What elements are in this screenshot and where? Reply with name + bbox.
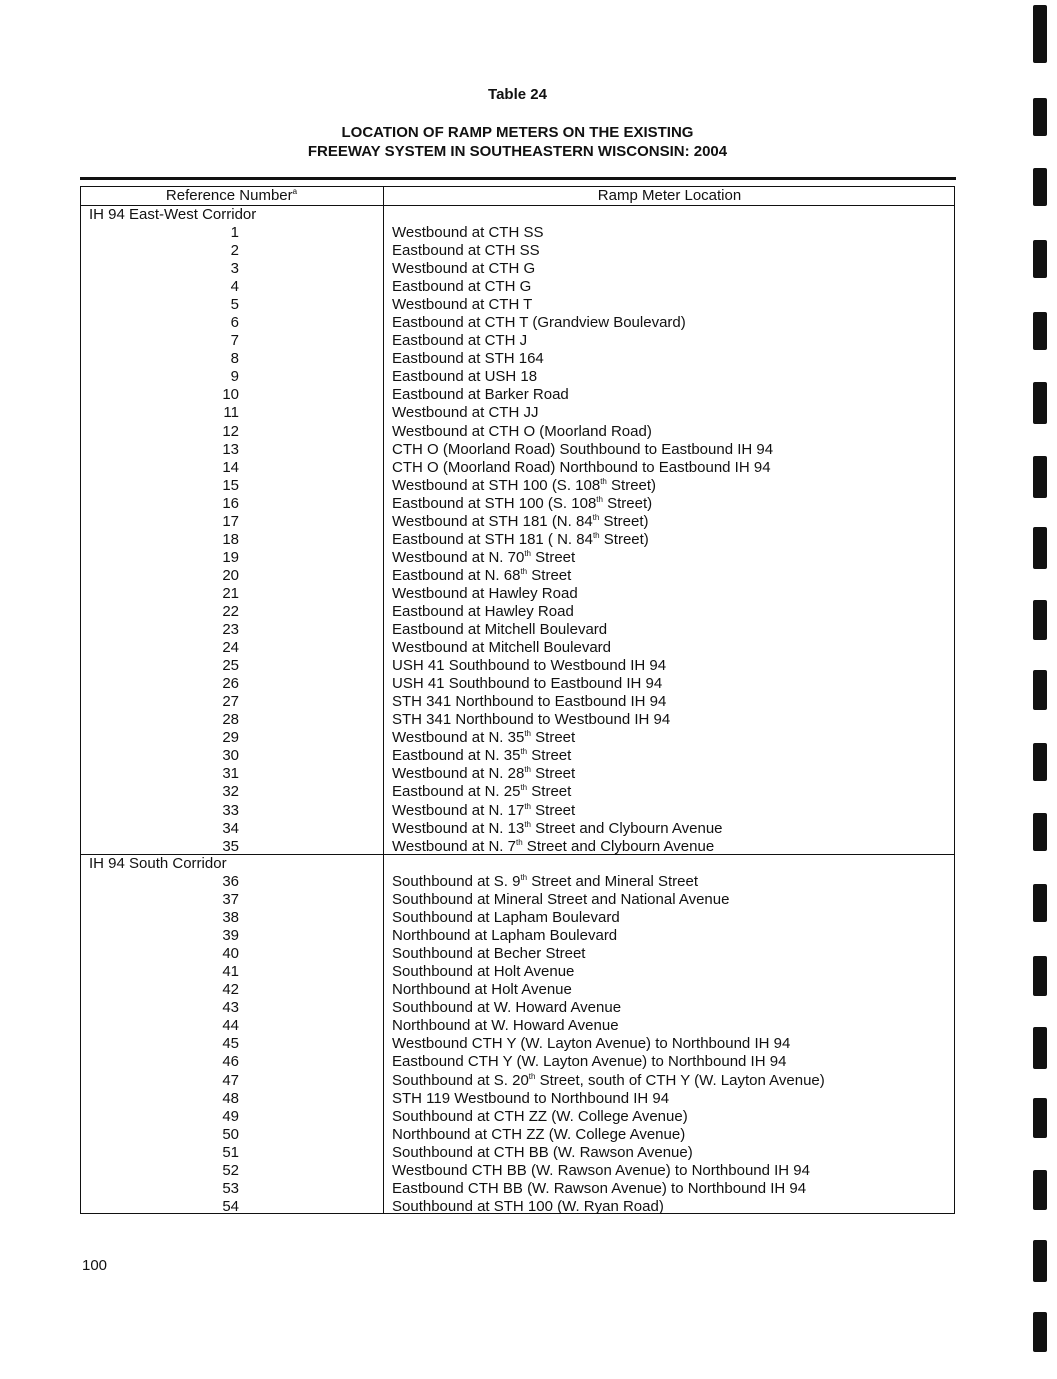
location-text-continued: Street) bbox=[602, 494, 653, 512]
reference-number: 51 bbox=[222, 1143, 239, 1161]
location-text-continued: Street) bbox=[606, 476, 657, 494]
ramp-meter-location bbox=[392, 1053, 786, 1071]
ramp-meter-location bbox=[392, 477, 656, 495]
scan-edge-bar bbox=[1033, 1312, 1047, 1352]
table-row bbox=[80, 945, 955, 963]
location-text-continued: Street bbox=[530, 729, 576, 747]
table-row bbox=[80, 260, 955, 278]
ramp-meter-location bbox=[392, 296, 532, 314]
table-row bbox=[80, 747, 955, 765]
table-row bbox=[80, 513, 955, 531]
location-text: Southbound at S. 9 bbox=[392, 873, 521, 890]
footnote-marker: a bbox=[292, 187, 298, 196]
table-row bbox=[80, 1162, 955, 1180]
scan-edge-bar bbox=[1033, 1240, 1047, 1282]
reference-number: 1 bbox=[230, 224, 239, 241]
reference-number: 37 bbox=[222, 891, 239, 909]
reference-number: 21 bbox=[222, 584, 239, 602]
location-text: Westbound CTH BB (W. Rawson Avenue) to Northbound IH 94 bbox=[392, 1161, 810, 1179]
reference-number: 17 bbox=[222, 512, 239, 530]
ramp-meter-location bbox=[392, 1090, 669, 1108]
location-text-continued: Street) bbox=[599, 512, 649, 530]
ramp-meter-location bbox=[392, 1144, 693, 1162]
table-caption bbox=[0, 123, 1035, 161]
ramp-meter-location bbox=[392, 441, 773, 459]
table-row bbox=[80, 693, 955, 711]
ramp-meter-location bbox=[392, 1180, 806, 1198]
reference-number: 27 bbox=[222, 693, 239, 711]
location-text-continued: Street bbox=[530, 765, 576, 783]
ramp-meter-location bbox=[392, 783, 571, 801]
location-text: CTH O (Moorland Road) Southbound to Eastbound IH 94 bbox=[392, 440, 774, 458]
reference-number: 46 bbox=[222, 1053, 239, 1071]
scan-edge-bar bbox=[1033, 1027, 1047, 1069]
section-rows-east-west bbox=[80, 224, 955, 856]
scan-edge-bar bbox=[1033, 884, 1047, 922]
reference-number: 44 bbox=[222, 1017, 239, 1035]
ramp-meter-location bbox=[392, 909, 620, 927]
scan-edge-bar bbox=[1033, 312, 1047, 350]
reference-number: 25 bbox=[222, 657, 239, 675]
table-row bbox=[80, 1144, 955, 1162]
reference-number: 42 bbox=[222, 981, 239, 999]
ramp-meter-location bbox=[392, 1017, 619, 1035]
scan-edge-bar bbox=[1033, 240, 1047, 278]
location-text: Eastbound CTH Y (W. Layton Avenue) to Northbound IH 94 bbox=[392, 1053, 787, 1071]
table-row bbox=[80, 711, 955, 729]
location-text-continued: Street bbox=[527, 783, 572, 801]
location-text: Westbound at N. 28 bbox=[392, 765, 525, 783]
location-text: Westbound at Hawley Road bbox=[392, 584, 578, 602]
reference-number: 41 bbox=[222, 963, 239, 981]
ordinal-suffix: th bbox=[524, 765, 531, 775]
location-text: Northbound at Lapham Boulevard bbox=[392, 927, 618, 945]
location-text: Eastbound at STH 100 (S. 108 bbox=[392, 494, 597, 512]
section-label-south: IH 94 South Corridor bbox=[89, 855, 227, 872]
ramp-meter-location bbox=[392, 1162, 810, 1180]
location-text: Westbound at N. 17 bbox=[392, 801, 525, 819]
ordinal-suffix: th bbox=[592, 530, 600, 540]
location-text: Westbound at N. 7 bbox=[392, 837, 516, 855]
ordinal-suffix: th bbox=[520, 566, 528, 576]
location-text: Eastbound at CTH SS bbox=[392, 242, 540, 260]
reference-number: 39 bbox=[222, 927, 239, 945]
table-row bbox=[80, 441, 955, 459]
ramp-meter-location bbox=[392, 873, 698, 891]
reference-number: 7 bbox=[230, 332, 239, 350]
reference-number: 31 bbox=[222, 765, 239, 783]
reference-number: 13 bbox=[222, 440, 239, 458]
reference-number: 24 bbox=[222, 639, 239, 657]
table-row bbox=[80, 891, 955, 909]
table-row bbox=[80, 531, 955, 549]
reference-number: 18 bbox=[222, 530, 239, 548]
table-row bbox=[80, 1198, 955, 1216]
location-text: Southbound at CTH BB (W. Rawson Avenue) bbox=[392, 1143, 693, 1161]
header-reference-number: Reference Number$^a$ bbox=[165, 187, 298, 204]
ramp-meter-location bbox=[392, 531, 649, 549]
ordinal-suffix: th bbox=[524, 819, 531, 829]
location-text: Eastbound at Mitchell Boulevard bbox=[392, 621, 608, 639]
table-row bbox=[80, 783, 955, 801]
reference-number: 10 bbox=[222, 386, 239, 404]
ramp-meter-location bbox=[392, 459, 771, 477]
location-text: Southbound at Mineral Street and National Avenue bbox=[392, 891, 730, 909]
location-text: CTH O (Moorland Road) Northbound to Eastbound IH 94 bbox=[392, 458, 771, 476]
reference-number: 28 bbox=[222, 711, 239, 729]
table-row bbox=[80, 820, 955, 838]
table-row bbox=[80, 1090, 955, 1108]
ramp-meter-location bbox=[392, 242, 540, 260]
location-text: Eastbound at CTH G bbox=[392, 278, 532, 296]
table-row bbox=[80, 675, 955, 693]
ramp-meter-location bbox=[392, 1126, 685, 1144]
table-row bbox=[80, 657, 955, 675]
table-row bbox=[80, 1017, 955, 1035]
ramp-meter-location bbox=[392, 693, 666, 711]
ramp-meter-location bbox=[392, 981, 572, 999]
ramp-meter-location bbox=[392, 423, 652, 441]
reference-number: 20 bbox=[222, 566, 239, 584]
location-text: Eastbound at N. 68 bbox=[392, 566, 521, 584]
table-row bbox=[80, 1180, 955, 1198]
ramp-meter-location bbox=[392, 1072, 825, 1090]
table-row bbox=[80, 1053, 955, 1071]
reference-number: 33 bbox=[222, 801, 239, 819]
table-row bbox=[80, 459, 955, 477]
scan-edge-bar bbox=[1033, 98, 1047, 136]
ramp-meter-location bbox=[392, 927, 617, 945]
table-row bbox=[80, 909, 955, 927]
ordinal-suffix: th bbox=[520, 747, 528, 757]
table-row bbox=[80, 296, 955, 314]
scan-edge-bar bbox=[1033, 382, 1047, 424]
ramp-meter-location bbox=[392, 567, 571, 585]
reference-number: 54 bbox=[222, 1197, 239, 1215]
scan-edge-bar bbox=[1033, 1098, 1047, 1138]
reference-number: 50 bbox=[222, 1125, 239, 1143]
ramp-meter-location bbox=[392, 585, 578, 603]
table-row bbox=[80, 1126, 955, 1144]
ordinal-suffix: th bbox=[524, 548, 531, 558]
table-row bbox=[80, 963, 955, 981]
ramp-meter-location bbox=[392, 386, 569, 404]
table-row bbox=[80, 999, 955, 1017]
location-text: Eastbound at STH 181 ( N. 84 bbox=[392, 530, 593, 548]
location-text: Northbound at W. Howard Avenue bbox=[392, 1017, 619, 1035]
location-text: Westbound at CTH G bbox=[392, 260, 536, 278]
location-text: Northbound at CTH ZZ (W. College Avenue) bbox=[392, 1125, 686, 1143]
ordinal-suffix: th bbox=[524, 729, 531, 739]
scan-edge-bar bbox=[1033, 168, 1047, 206]
reference-number: 47 bbox=[222, 1071, 239, 1089]
reference-number: 53 bbox=[222, 1179, 239, 1197]
location-text: Southbound at Lapham Boulevard bbox=[392, 909, 620, 927]
table-row bbox=[80, 314, 955, 332]
ramp-meter-location bbox=[392, 278, 531, 296]
ordinal-suffix: th bbox=[524, 801, 531, 811]
ramp-meter-location bbox=[392, 747, 571, 765]
reference-number: 40 bbox=[222, 945, 239, 963]
page-number: 100 bbox=[82, 1257, 108, 1274]
reference-number: 12 bbox=[222, 422, 239, 440]
reference-number: 29 bbox=[222, 729, 239, 747]
location-text: STH 341 Northbound to Eastbound IH 94 bbox=[392, 693, 667, 711]
reference-number: 23 bbox=[222, 621, 239, 639]
location-text-continued: Street bbox=[530, 548, 576, 566]
reference-number: 36 bbox=[222, 873, 239, 890]
reference-number: 2 bbox=[230, 242, 239, 260]
location-text: Westbound at STH 100 (S. 108 bbox=[392, 476, 601, 494]
caption-line-2: FREEWAY SYSTEM IN SOUTHEASTERN WISCONSIN: 2004 bbox=[307, 143, 728, 160]
table-row bbox=[80, 495, 955, 513]
location-text: Southbound at STH 100 (W. Ryan Road) bbox=[392, 1197, 664, 1215]
location-text-continued: Street bbox=[530, 801, 576, 819]
ramp-meter-location bbox=[392, 603, 574, 621]
scan-edge-bar bbox=[1033, 527, 1047, 569]
reference-number: 38 bbox=[222, 909, 239, 927]
location-text: Eastbound at CTH T (Grandview Boulevard) bbox=[392, 314, 686, 332]
scan-edge-bar bbox=[1033, 670, 1047, 710]
location-text-continued: Street, south of CTH Y (W. Layton Avenue) bbox=[535, 1071, 825, 1089]
table-row bbox=[80, 621, 955, 639]
location-text: Eastbound at N. 25 bbox=[392, 783, 521, 801]
ramp-meter-location bbox=[392, 350, 544, 368]
reference-number: 49 bbox=[222, 1107, 239, 1125]
table-row bbox=[80, 1108, 955, 1126]
reference-number: 5 bbox=[230, 296, 239, 314]
table-row bbox=[80, 1072, 955, 1090]
location-text-continued: Street bbox=[527, 566, 572, 584]
location-text: Westbound at N. 13 bbox=[392, 819, 525, 837]
reference-number: 9 bbox=[230, 368, 239, 386]
location-text: USH 41 Southbound to Westbound IH 94 bbox=[392, 657, 667, 675]
ramp-meter-location bbox=[392, 838, 714, 856]
location-text: Westbound at Mitchell Boulevard bbox=[392, 639, 612, 657]
table-row bbox=[80, 802, 955, 820]
ordinal-suffix: th bbox=[592, 512, 600, 522]
reference-number: 8 bbox=[230, 350, 239, 368]
location-text: Eastbound at STH 164 bbox=[392, 350, 544, 368]
location-text: Eastbound at Barker Road bbox=[392, 386, 569, 404]
ordinal-suffix: th bbox=[520, 873, 528, 882]
ramp-meter-location bbox=[392, 314, 686, 332]
table-row bbox=[80, 477, 955, 495]
table-row bbox=[80, 224, 955, 242]
ramp-meter-location bbox=[392, 332, 527, 350]
ramp-meter-location bbox=[392, 765, 575, 783]
table-row bbox=[80, 567, 955, 585]
table-row bbox=[80, 332, 955, 350]
location-text: Southbound at Becher Street bbox=[392, 945, 586, 963]
reference-number: 32 bbox=[222, 783, 239, 801]
table-row bbox=[80, 404, 955, 422]
ramp-meter-location bbox=[392, 945, 585, 963]
location-text: USH 41 Southbound to Eastbound IH 94 bbox=[392, 675, 663, 693]
reference-number: 43 bbox=[222, 999, 239, 1017]
table-row bbox=[80, 368, 955, 386]
ordinal-suffix: th bbox=[600, 476, 607, 486]
table-row bbox=[80, 423, 955, 441]
location-text: Westbound at CTH T bbox=[392, 296, 533, 314]
table-row bbox=[80, 1035, 955, 1053]
scan-edge-bar bbox=[1033, 813, 1047, 851]
table-row bbox=[80, 278, 955, 296]
table-row bbox=[80, 549, 955, 567]
location-text-continued: Street and Clybourn Avenue bbox=[522, 837, 715, 855]
location-text: Northbound at Holt Avenue bbox=[392, 981, 572, 999]
location-text: Eastbound at Hawley Road bbox=[392, 602, 574, 620]
location-text-continued: Street bbox=[527, 747, 572, 765]
ramp-meter-location bbox=[392, 513, 649, 531]
reference-number: 52 bbox=[222, 1161, 239, 1179]
reference-number: 19 bbox=[222, 548, 239, 566]
reference-number: 14 bbox=[222, 458, 239, 476]
location-text-continued: Street) bbox=[599, 530, 649, 548]
reference-number: 35 bbox=[222, 837, 239, 855]
reference-number: 45 bbox=[222, 1035, 239, 1053]
ramp-meter-location bbox=[392, 549, 575, 567]
section-label-east-west: IH 94 East-West Corridor bbox=[89, 206, 257, 223]
ordinal-suffix: th bbox=[515, 837, 523, 847]
location-text: Eastbound at N. 35 bbox=[392, 747, 521, 765]
location-text-continued: Street and Mineral Street bbox=[527, 873, 699, 890]
reference-number: 16 bbox=[222, 494, 239, 512]
ramp-meter-location bbox=[392, 657, 666, 675]
ordinal-suffix: th bbox=[596, 494, 603, 504]
ramp-meter-location bbox=[392, 1108, 688, 1126]
location-text: Eastbound CTH BB (W. Rawson Avenue) to Northbound IH 94 bbox=[392, 1179, 807, 1197]
ramp-meter-location bbox=[392, 621, 607, 639]
ramp-meter-location bbox=[392, 963, 574, 981]
ramp-meter-location bbox=[392, 711, 670, 729]
ramp-meter-location bbox=[392, 802, 575, 820]
ramp-meter-location bbox=[392, 639, 611, 657]
ramp-meter-location bbox=[392, 1198, 664, 1216]
scan-edge-bar bbox=[1033, 456, 1047, 498]
table-row bbox=[80, 927, 955, 945]
ordinal-suffix: th bbox=[520, 783, 528, 793]
reference-number: 3 bbox=[230, 260, 239, 278]
location-text: Eastbound at USH 18 bbox=[392, 368, 538, 386]
location-text: Southbound at Holt Avenue bbox=[392, 963, 575, 981]
reference-number: 11 bbox=[223, 404, 239, 422]
table-row bbox=[80, 639, 955, 657]
table-row bbox=[80, 386, 955, 404]
location-text: Westbound at CTH SS bbox=[392, 224, 544, 241]
header-ramp-meter-location: Ramp Meter Location bbox=[597, 187, 742, 204]
table-title: Table 24 bbox=[488, 86, 547, 103]
location-text: Westbound at N. 35 bbox=[392, 729, 525, 747]
location-text: Westbound at CTH O (Moorland Road) bbox=[392, 422, 652, 440]
location-text: STH 341 Northbound to Westbound IH 94 bbox=[392, 711, 671, 729]
location-text: Westbound at N. 70 bbox=[392, 548, 525, 566]
ramp-meter-location bbox=[392, 729, 575, 747]
ramp-meter-location bbox=[392, 404, 538, 422]
scan-edge-bar bbox=[1033, 600, 1047, 640]
ramp-meter-location bbox=[392, 495, 652, 513]
location-text: Southbound at W. Howard Avenue bbox=[392, 999, 622, 1017]
ordinal-suffix: th bbox=[528, 1071, 536, 1081]
scan-edge-bar bbox=[1033, 743, 1047, 781]
ramp-meter-location bbox=[392, 675, 662, 693]
ramp-meter-location bbox=[392, 820, 723, 838]
scan-edge-bar bbox=[1033, 956, 1047, 996]
location-text: Eastbound at CTH J bbox=[392, 332, 528, 350]
location-text: Westbound at CTH JJ bbox=[392, 404, 539, 422]
table-row bbox=[80, 350, 955, 368]
caption-line-1: LOCATION OF RAMP METERS ON THE EXISTING bbox=[341, 124, 694, 141]
location-text: Southbound at CTH ZZ (W. College Avenue) bbox=[392, 1107, 688, 1125]
table-row bbox=[80, 729, 955, 747]
ramp-meter-location bbox=[392, 999, 621, 1017]
scan-edge-bar bbox=[1033, 1170, 1047, 1210]
ramp-meter-location bbox=[392, 260, 535, 278]
table-row bbox=[80, 981, 955, 999]
ramp-meter-location bbox=[392, 1035, 790, 1053]
ramp-meter-location bbox=[392, 224, 543, 242]
table-row bbox=[80, 603, 955, 621]
reference-number: 4 bbox=[230, 278, 239, 296]
reference-number: 22 bbox=[222, 602, 239, 620]
reference-number: 34 bbox=[222, 819, 239, 837]
table-row bbox=[80, 585, 955, 603]
table-row bbox=[80, 242, 955, 260]
table-row bbox=[80, 873, 955, 891]
section-rows-south bbox=[80, 873, 955, 1216]
reference-number: 15 bbox=[222, 476, 239, 494]
ramp-meter-location bbox=[392, 891, 729, 909]
location-text: Westbound CTH Y (W. Layton Avenue) to Northbound IH 94 bbox=[392, 1035, 791, 1053]
table-row bbox=[80, 765, 955, 783]
location-text-continued: Street and Clybourn Avenue bbox=[530, 819, 723, 837]
reference-number: 26 bbox=[222, 675, 239, 693]
reference-number: 30 bbox=[222, 747, 239, 765]
location-text: STH 119 Westbound to Northbound IH 94 bbox=[392, 1089, 670, 1107]
ramp-meter-location bbox=[392, 368, 537, 386]
reference-number: 6 bbox=[230, 314, 239, 332]
scan-edge-bar bbox=[1033, 5, 1047, 63]
location-text: Southbound at S. 20 bbox=[392, 1071, 529, 1089]
location-text: Westbound at STH 181 (N. 84 bbox=[392, 512, 593, 530]
table-top-rule bbox=[80, 177, 956, 180]
table-row bbox=[80, 838, 955, 856]
reference-number: 48 bbox=[222, 1089, 239, 1107]
